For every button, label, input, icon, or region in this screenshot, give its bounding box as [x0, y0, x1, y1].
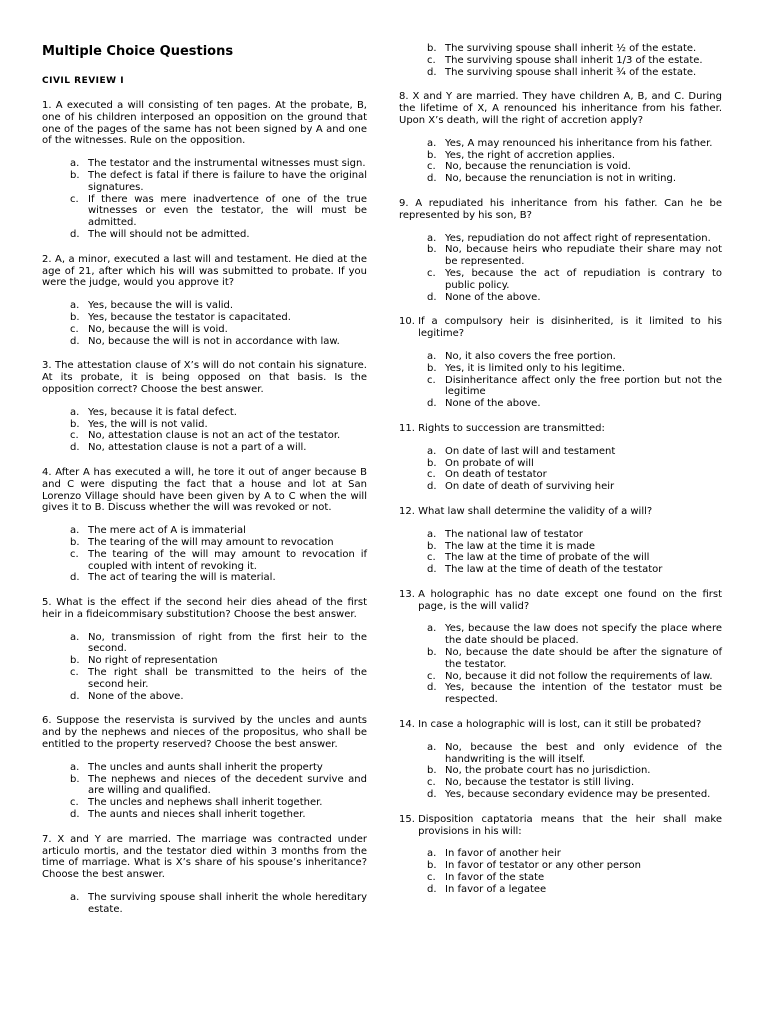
question-number: 13.: [399, 588, 415, 600]
option-list: [399, 742, 722, 801]
option-item: [42, 300, 367, 312]
question: [42, 467, 367, 584]
option-item: [399, 55, 722, 67]
option-letter: b.: [70, 169, 80, 181]
option-letter: a.: [427, 623, 437, 635]
option-letter: b.: [427, 244, 437, 256]
option-text: Yes, it is limited only to his legitime.: [445, 362, 626, 374]
option-item: [399, 43, 722, 55]
question-text: A executed a will consisting of ten pages. At the probate, B, one of his children interposed an opposition on the ground that one of the pages of the same has not been signed by A and one of the witnesses. Rule on the opposition.: [42, 100, 367, 147]
option-letter: d.: [70, 228, 80, 240]
option-item: [42, 194, 367, 229]
option-item: [399, 351, 722, 363]
option-text: None of the above.: [88, 690, 184, 702]
option-item: [399, 244, 722, 268]
option-item: [399, 446, 722, 458]
option-item: [399, 150, 722, 162]
option-text: The surviving spouse shall inherit 1/3 of the estate.: [445, 54, 703, 66]
option-text: No, it also covers the free portion.: [445, 350, 616, 362]
option-text: Yes, because it is fatal defect.: [88, 406, 237, 418]
option-letter: b.: [70, 311, 80, 323]
question-stem: [42, 597, 367, 621]
option-letter: a.: [70, 761, 80, 773]
option-letter: b.: [70, 418, 80, 430]
option-text: No, because it did not follow the requirements of law.: [445, 670, 713, 682]
option-item: [42, 170, 367, 194]
option-list: [399, 351, 722, 410]
option-letter: b.: [70, 536, 80, 548]
option-item: [42, 158, 367, 170]
option-item: [399, 884, 722, 896]
option-text: Yes, the right of accretion applies.: [445, 149, 616, 161]
option-letter: a.: [427, 350, 437, 362]
option-text: Yes, because the will is valid.: [88, 300, 234, 312]
option-item: [399, 481, 722, 493]
option-item: [399, 398, 722, 410]
option-text: The surviving spouse shall inherit ¾ of the estate.: [445, 66, 697, 78]
option-letter: c.: [70, 797, 79, 809]
option-item: [399, 458, 722, 470]
option-text: On date of death of surviving heir: [445, 481, 615, 493]
option-letter: b.: [427, 43, 437, 54]
page-title: Multiple Choice Questions: [42, 44, 234, 59]
question-number: 9.: [399, 197, 409, 209]
option-item: [42, 774, 367, 798]
option-item: [399, 777, 722, 789]
option-letter: d.: [427, 564, 437, 576]
question-stem: [42, 100, 367, 147]
option-list: [399, 138, 722, 185]
question-stem: [399, 589, 722, 613]
option-letter: c.: [427, 267, 436, 279]
option-item: [399, 789, 722, 801]
question-number: 3.: [42, 360, 52, 372]
option-letter: d.: [427, 682, 437, 694]
question: [399, 589, 722, 706]
question-number: 12.: [399, 505, 415, 517]
option-list: [42, 525, 367, 584]
option-letter: c.: [427, 552, 436, 564]
option-letter: a.: [70, 406, 80, 418]
option-item: [42, 525, 367, 537]
left-column: [42, 0, 367, 916]
option-letter: a.: [427, 528, 437, 540]
option-letter: b.: [70, 773, 80, 785]
option-letter: d.: [70, 442, 80, 454]
option-text: The uncles and aunts shall inherit the property: [88, 761, 323, 773]
question: [42, 100, 367, 241]
option-letter: a.: [70, 525, 80, 537]
option-text: No, because heirs who repudiate their share may not be represented.: [445, 244, 722, 268]
option-list: [42, 300, 367, 347]
option-list: [42, 892, 367, 916]
option-item: [42, 667, 367, 691]
option-item: [42, 537, 367, 549]
option-letter: d.: [427, 789, 437, 801]
option-letter: b.: [427, 457, 437, 469]
option-letter: c.: [427, 670, 436, 682]
option-text: No, because the testator is still living.: [445, 777, 635, 789]
option-item: [42, 312, 367, 324]
option-text: In favor of another heir: [445, 848, 561, 860]
question-text: A, a minor, executed a last will and testament. He died at the age of 21, after which his will was submitted to probate. If you were the judge, would you approve it?: [42, 253, 368, 289]
option-item: [399, 671, 722, 683]
question-number: 8.: [399, 91, 409, 103]
option-item: [399, 647, 722, 671]
question-text: A repudiated his inheritance from his father. Can he be represented by his son, B?: [399, 197, 722, 221]
option-text: Yes, repudiation do not affect right of representation.: [445, 232, 711, 244]
option-letter: d.: [427, 481, 437, 493]
option-item: [399, 860, 722, 872]
option-item: [399, 623, 722, 647]
option-item: [42, 632, 367, 656]
option-text: The surviving spouse shall inherit the whole hereditary estate.: [88, 892, 367, 915]
option-letter: a.: [427, 848, 437, 860]
right-column: [399, 0, 722, 896]
option-item: [399, 233, 722, 245]
option-letter: c.: [70, 193, 79, 205]
option-letter: c.: [70, 430, 79, 442]
question-stem: [399, 814, 722, 838]
question-text: X and Y are married. The marriage was contracted under articulo mortis, and the testator died within 3 months from the time of marriage. What is X’s share of his spouse’s inheritance? Choose the best answer.: [42, 833, 367, 881]
option-item: [399, 564, 722, 576]
option-text: On death of testator: [445, 469, 547, 481]
option-item: [399, 375, 722, 399]
option-item: [399, 541, 722, 553]
question-number: 1.: [42, 100, 52, 111]
question-stem: [399, 91, 722, 126]
question-stem: [42, 467, 367, 514]
option-text: The aunts and nieces shall inherit together.: [88, 809, 306, 821]
question: [42, 597, 367, 702]
option-list: [399, 848, 722, 895]
option-letter: a.: [427, 137, 437, 149]
question-stem: [399, 198, 722, 222]
continued-options: [399, 43, 722, 78]
option-list: [399, 43, 722, 78]
option-text: None of the above.: [445, 291, 541, 303]
option-item: [42, 691, 367, 703]
option-letter: b.: [427, 860, 437, 872]
option-letter: d.: [427, 173, 437, 185]
option-text: In favor of testator or any other person: [445, 860, 641, 872]
option-text: No, attestation clause is not an act of the testator.: [88, 430, 341, 442]
question-number: 2.: [42, 253, 52, 265]
option-list: [42, 158, 367, 241]
option-item: [42, 572, 367, 584]
option-list: [399, 446, 722, 493]
option-letter: c.: [427, 54, 436, 66]
option-list: [42, 407, 367, 454]
option-letter: c.: [70, 667, 79, 679]
option-letter: a.: [70, 300, 80, 312]
option-list: [42, 632, 367, 703]
option-text: The right shall be transmitted to the heirs of the second heir.: [88, 667, 367, 690]
section-heading: CIVIL REVIEW I: [42, 76, 125, 86]
option-letter: b.: [427, 540, 437, 552]
option-letter: b.: [70, 655, 80, 667]
question-stem: [42, 360, 367, 395]
option-item: [42, 229, 367, 241]
option-item: [399, 765, 722, 777]
option-item: [399, 682, 722, 706]
question: [42, 715, 367, 820]
question: [399, 814, 722, 896]
option-letter: c.: [70, 548, 79, 560]
option-letter: a.: [70, 892, 80, 904]
option-item: [42, 549, 367, 573]
option-list: [399, 623, 722, 706]
question: [399, 198, 722, 303]
question-number: 4.: [42, 466, 52, 478]
option-item: [399, 268, 722, 292]
option-text: No, because the renunciation is void.: [445, 161, 631, 173]
option-text: Yes, because the intention of the testator must be respected.: [445, 682, 722, 706]
option-item: [399, 173, 722, 185]
option-text: Yes, because the law does not specify the place where the date should be placed.: [445, 623, 722, 647]
question-text: The attestation clause of X’s will do not contain his signature. At its probate, it is being opposed on that basis. Is the opposition correct? Choose the best answer.: [42, 360, 367, 395]
option-letter: a.: [427, 741, 437, 753]
option-text: The law at the time of death of the testator: [445, 564, 663, 576]
option-item: [42, 407, 367, 419]
option-text: The law at the time it is made: [445, 540, 596, 552]
option-item: [42, 655, 367, 667]
option-letter: d.: [70, 809, 80, 821]
question: [42, 834, 367, 916]
option-letter: c.: [427, 469, 436, 481]
question-number: 6.: [42, 715, 52, 727]
option-item: [42, 892, 367, 916]
question-number: 5.: [42, 597, 52, 609]
question-number: 11.: [399, 422, 415, 434]
option-text: No, because the best and only evidence of the handwriting is the will itself.: [445, 741, 722, 765]
option-letter: c.: [427, 777, 436, 789]
question-text: Disposition captatoria means that the heir shall make provisions in his will:: [418, 813, 722, 837]
option-list: [42, 762, 367, 821]
question-number: 7.: [42, 833, 52, 845]
option-text: The tearing of the will may amount to revocation if coupled with intent of revoking it.: [88, 548, 367, 572]
option-letter: b.: [427, 647, 437, 659]
option-item: [399, 552, 722, 564]
option-item: [42, 762, 367, 774]
option-letter: a.: [427, 445, 437, 457]
option-text: The surviving spouse shall inherit ½ of the estate.: [445, 43, 697, 54]
option-text: If there was mere inadvertence of one of the true witnesses or even the testator, the will must be admitted.: [88, 193, 367, 229]
option-list: [399, 529, 722, 576]
question-text: X and Y are married. They have children A, B, and C. During the lifetime of X, A renounced his inheritance from his father. Upon X’s death, will the right of accretion apply?: [399, 91, 722, 126]
option-letter: d.: [427, 66, 437, 78]
option-text: The tearing of the will may amount to revocation: [88, 536, 334, 548]
option-text: The national law of testator: [445, 528, 584, 540]
option-item: [42, 430, 367, 442]
question: [399, 316, 722, 410]
question-number: 14.: [399, 719, 415, 731]
option-item: [42, 336, 367, 348]
option-text: In favor of the state: [445, 872, 545, 884]
option-letter: a.: [70, 158, 80, 170]
question-stem: [399, 719, 722, 731]
option-text: The act of tearing the will is material.: [88, 572, 276, 584]
option-text: The testator and the instrumental witnesses must sign.: [88, 158, 366, 170]
question: [399, 91, 722, 185]
option-text: No, because the will is void.: [88, 323, 228, 335]
option-text: No, because the date should be after the signature of the testator.: [445, 647, 722, 670]
option-item: [399, 529, 722, 541]
option-item: [42, 442, 367, 454]
question-text: In case a holographic will is lost, can it still be probated?: [418, 719, 702, 731]
option-letter: b.: [427, 765, 437, 777]
option-letter: d.: [427, 398, 437, 410]
option-item: [399, 67, 722, 79]
question-text: Rights to succession are transmitted:: [418, 422, 605, 434]
option-item: [399, 292, 722, 304]
question-stem: [42, 715, 367, 750]
option-item: [399, 138, 722, 150]
right-question-list: [399, 91, 722, 895]
option-letter: c.: [427, 161, 436, 173]
option-text: The law at the time of probate of the will: [445, 552, 650, 564]
option-letter: d.: [70, 335, 80, 347]
option-text: Yes, the will is not valid.: [88, 418, 208, 430]
option-text: None of the above.: [445, 398, 541, 410]
option-item: [399, 848, 722, 860]
option-text: Yes, because secondary evidence may be presented.: [445, 789, 711, 801]
option-text: In favor of a legatee: [445, 883, 547, 895]
option-item: [42, 419, 367, 431]
option-letter: d.: [427, 291, 437, 303]
option-text: No, because the will is not in accordance with law.: [88, 335, 340, 347]
option-text: Yes, A may renounced his inheritance from his father.: [445, 137, 713, 149]
question-stem: [42, 254, 367, 289]
question: [42, 360, 367, 454]
option-item: [399, 161, 722, 173]
option-text: Yes, because the testator is capacitated.: [88, 311, 291, 323]
option-letter: a.: [70, 631, 80, 643]
question: [399, 423, 722, 493]
option-text: No, the probate court has no jurisdiction.: [445, 765, 651, 777]
option-letter: d.: [70, 690, 80, 702]
option-item: [399, 469, 722, 481]
option-text: The nephews and nieces of the decedent survive and are willing and qualified.: [88, 773, 367, 797]
question-stem: [399, 423, 722, 435]
option-letter: b.: [427, 362, 437, 374]
option-letter: d.: [70, 572, 80, 584]
question-text: What is the effect if the second heir dies ahead of the first heir in a fideicommisary substitution? Choose the best answer.: [42, 597, 367, 620]
option-letter: a.: [427, 232, 437, 244]
option-text: The uncles and nephews shall inherit together.: [88, 797, 323, 809]
option-text: The will should not be admitted.: [88, 228, 250, 240]
option-text: On date of last will and testament: [445, 445, 616, 457]
question-text: Suppose the reservista is survived by the uncles and aunts and by the nephews and nieces of the propositus, who shall be entitled to the property reserved? Choose the best answer.: [42, 715, 367, 751]
option-text: On probate of will: [445, 457, 534, 469]
question-text: If a compulsory heir is disinherited, is it limited to his legitime?: [418, 316, 722, 340]
option-item: [399, 872, 722, 884]
option-text: Yes, because the act of repudiation is contrary to public policy.: [445, 267, 722, 291]
option-letter: d.: [427, 883, 437, 895]
option-letter: c.: [427, 374, 436, 386]
question-stem: [399, 506, 722, 518]
option-text: No, transmission of right from the first heir to the second.: [88, 631, 367, 655]
option-text: No, attestation clause is not a part of a will.: [88, 442, 307, 454]
question: [399, 719, 722, 801]
option-text: No, because the renunciation is not in writing.: [445, 173, 676, 185]
option-item: [42, 809, 367, 821]
option-item: [42, 797, 367, 809]
option-text: No right of representation: [88, 655, 218, 667]
left-question-list: [42, 100, 367, 916]
option-item: [42, 324, 367, 336]
option-text: Disinheritance affect only the free portion but not the legitime: [445, 374, 722, 398]
option-letter: c.: [427, 872, 436, 884]
option-list: [399, 233, 722, 304]
question-number: 15.: [399, 813, 415, 825]
question-stem: [42, 834, 367, 881]
option-item: [399, 363, 722, 375]
question: [399, 506, 722, 576]
question: [42, 254, 367, 348]
option-item: [399, 742, 722, 766]
question-number: 10.: [399, 316, 415, 328]
option-letter: c.: [70, 323, 79, 335]
option-text: The mere act of A is immaterial: [88, 525, 246, 537]
question-text: What law shall determine the validity of a will?: [418, 505, 653, 517]
option-text: The defect is fatal if there is failure to have the original signatures.: [88, 169, 367, 193]
question-text: After A has executed a will, he tore it out of anger because B and C were disputing the fact that a house and lot at San Lorenzo Village should have been given by A to C when the will gives it to B. Discuss whether the will was revoked or not.: [42, 466, 367, 514]
question-text: A holographic has no date except one found on the first page, is the will valid?: [418, 588, 722, 612]
question-stem: [399, 316, 722, 340]
option-letter: b.: [427, 149, 437, 161]
